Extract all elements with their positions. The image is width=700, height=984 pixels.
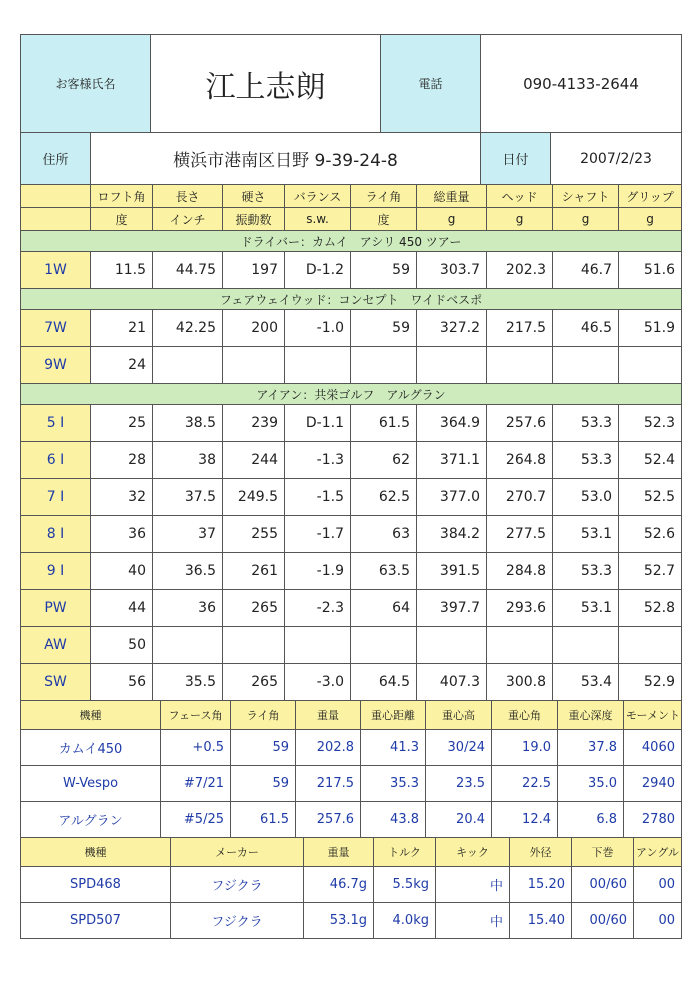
length-value: 35.5 <box>153 664 223 701</box>
shaft-col-weight: 重量 <box>304 838 374 867</box>
face-angle-value: +0.5 <box>161 730 231 766</box>
length-value: 37.5 <box>153 479 223 516</box>
shaft-header-row <box>21 838 682 867</box>
club-row <box>21 347 682 384</box>
unit-stiffness: 振動数 <box>223 208 285 231</box>
lie-value: 62.5 <box>351 479 417 516</box>
loft-value: 11.5 <box>91 252 153 289</box>
head-spec-table <box>20 700 682 838</box>
phone-label: 電話 <box>381 35 481 133</box>
head-col-cg-angle: 重心角 <box>492 701 558 730</box>
address-table <box>20 132 682 185</box>
face-angle-value: #5/25 <box>161 802 231 838</box>
balance-value: -1.0 <box>285 310 351 347</box>
col-stiffness: 硬さ <box>223 185 285 208</box>
club-row <box>21 442 682 479</box>
shaft-model: SPD507 <box>21 903 171 939</box>
head-col-cg-depth: 重心深度 <box>558 701 624 730</box>
head-row <box>21 802 682 838</box>
shaft-weight-value: 53.3 <box>553 405 619 442</box>
shaft-weight-value: 46.7 <box>553 252 619 289</box>
stiffness-value: 265 <box>223 590 285 627</box>
head-weight-value: 270.7 <box>487 479 553 516</box>
loft-value: 36 <box>91 516 153 553</box>
col-head: ヘッド <box>487 185 553 208</box>
length-value: 37 <box>153 516 223 553</box>
total-weight-value: 397.7 <box>417 590 487 627</box>
loft-value: 21 <box>91 310 153 347</box>
cg-height-value: 23.5 <box>426 766 492 802</box>
moment-value: 4060 <box>624 730 682 766</box>
shaft-model: SPD468 <box>21 867 171 903</box>
loft-value: 50 <box>91 627 153 664</box>
lie-value: 59 <box>231 730 296 766</box>
section-iron: アイアン：共栄ゴルフ アルグラン <box>21 384 682 405</box>
cg-distance-value: 43.8 <box>361 802 426 838</box>
club-row <box>21 516 682 553</box>
shaft-weight-value: 53.3 <box>553 553 619 590</box>
weight-value: 217.5 <box>296 766 361 802</box>
head-weight-value: 264.8 <box>487 442 553 479</box>
stiffness-value: 255 <box>223 516 285 553</box>
grip-weight-value: 51.9 <box>619 310 682 347</box>
shaft-row <box>21 867 682 903</box>
length-value: 38 <box>153 442 223 479</box>
customer-name: 江上志朗 <box>151 35 381 133</box>
stiffness-value: 244 <box>223 442 285 479</box>
club-row <box>21 553 682 590</box>
head-weight-value <box>487 347 553 384</box>
stiffness-value: 261 <box>223 553 285 590</box>
loft-value: 56 <box>91 664 153 701</box>
club-row <box>21 405 682 442</box>
col-total-weight: 総重量 <box>417 185 487 208</box>
stiffness-value <box>223 627 285 664</box>
club-name: 5 I <box>21 405 91 442</box>
length-value: 42.25 <box>153 310 223 347</box>
lie-value: 61.5 <box>351 405 417 442</box>
grip-weight-value: 52.5 <box>619 479 682 516</box>
total-weight-value: 303.7 <box>417 252 487 289</box>
grip-weight-value: 52.8 <box>619 590 682 627</box>
phone-number: 090-4133-2644 <box>481 35 682 133</box>
face-angle-value: #7/21 <box>161 766 231 802</box>
balance-value <box>285 627 351 664</box>
club-name: 9 I <box>21 553 91 590</box>
club-row <box>21 252 682 289</box>
balance-value: D-1.2 <box>285 252 351 289</box>
shaft-weight-value: 53.1 <box>553 516 619 553</box>
total-weight-value: 391.5 <box>417 553 487 590</box>
length-value <box>153 347 223 384</box>
cg-angle-value: 22.5 <box>492 766 558 802</box>
cg-angle-value: 12.4 <box>492 802 558 838</box>
total-weight-value: 407.3 <box>417 664 487 701</box>
shaft-weight-value <box>553 347 619 384</box>
cg-height-value: 30/24 <box>426 730 492 766</box>
shaft-col-winding: 下巻 <box>572 838 634 867</box>
head-col-cg-distance: 重心距離 <box>361 701 426 730</box>
length-value: 36.5 <box>153 553 223 590</box>
head-weight-value <box>487 627 553 664</box>
head-col-face-angle: フェース角 <box>161 701 231 730</box>
club-name: 7 I <box>21 479 91 516</box>
stiffness-value: 265 <box>223 664 285 701</box>
total-weight-value: 327.2 <box>417 310 487 347</box>
balance-value: -3.0 <box>285 664 351 701</box>
cg-depth-value: 35.0 <box>558 766 624 802</box>
winding-value: 00/60 <box>572 867 634 903</box>
head-col-model: 機種 <box>21 701 161 730</box>
shaft-weight-value: 53.0 <box>553 479 619 516</box>
head-weight-value: 293.6 <box>487 590 553 627</box>
grip-weight-value: 52.3 <box>619 405 682 442</box>
winding-value: 00/60 <box>572 903 634 939</box>
head-weight-value: 277.5 <box>487 516 553 553</box>
club-name: 8 I <box>21 516 91 553</box>
total-weight-value: 384.2 <box>417 516 487 553</box>
length-value: 38.5 <box>153 405 223 442</box>
shaft-weight-value: 53.1 <box>553 590 619 627</box>
balance-value: -2.3 <box>285 590 351 627</box>
unit-length: インチ <box>153 208 223 231</box>
cg-depth-value: 6.8 <box>558 802 624 838</box>
club-spec-table <box>20 184 682 701</box>
lie-value: 62 <box>351 442 417 479</box>
shaft-weight-value: 53.4 <box>553 664 619 701</box>
shaft-spec-table <box>20 837 682 939</box>
loft-value: 40 <box>91 553 153 590</box>
date: 2007/2/23 <box>551 133 682 185</box>
shaft-col-kick: キック <box>436 838 510 867</box>
kick-value: 中 <box>436 867 510 903</box>
lie-value: 59 <box>351 252 417 289</box>
unit-lie: 度 <box>351 208 417 231</box>
shaft-weight-value: 46.5 <box>553 310 619 347</box>
loft-value: 25 <box>91 405 153 442</box>
date-label: 日付 <box>481 133 551 185</box>
col-loft: ロフト角 <box>91 185 153 208</box>
grip-weight-value <box>619 347 682 384</box>
unit-shaft: g <box>553 208 619 231</box>
total-weight-value: 377.0 <box>417 479 487 516</box>
club-row <box>21 627 682 664</box>
shaft-row <box>21 903 682 939</box>
length-value: 44.75 <box>153 252 223 289</box>
grip-weight-value: 51.6 <box>619 252 682 289</box>
grip-weight-value <box>619 627 682 664</box>
grip-weight-value: 52.6 <box>619 516 682 553</box>
grip-weight-value: 52.4 <box>619 442 682 479</box>
head-col-lie: ライ角 <box>231 701 296 730</box>
total-weight-value: 364.9 <box>417 405 487 442</box>
club-name: SW <box>21 664 91 701</box>
club-name: 7W <box>21 310 91 347</box>
balance-value: -1.5 <box>285 479 351 516</box>
torque-value: 4.0kg <box>374 903 436 939</box>
balance-value: -1.9 <box>285 553 351 590</box>
club-row <box>21 310 682 347</box>
balance-value: -1.3 <box>285 442 351 479</box>
lie-value: 63.5 <box>351 553 417 590</box>
unit-loft: 度 <box>91 208 153 231</box>
stiffness-value: 197 <box>223 252 285 289</box>
loft-value: 28 <box>91 442 153 479</box>
total-weight-value <box>417 347 487 384</box>
balance-value <box>285 347 351 384</box>
shaft-weight-value <box>553 627 619 664</box>
column-unit-row <box>21 208 682 231</box>
club-name: AW <box>21 627 91 664</box>
weight-value: 202.8 <box>296 730 361 766</box>
col-grip: グリップ <box>619 185 682 208</box>
shaft-weight-value: 46.7g <box>304 867 374 903</box>
lie-value: 59 <box>351 310 417 347</box>
lie-value: 59 <box>231 766 296 802</box>
head-weight-value: 202.3 <box>487 252 553 289</box>
head-col-moment: モーメント <box>624 701 682 730</box>
stiffness-value: 200 <box>223 310 285 347</box>
club-name: PW <box>21 590 91 627</box>
lie-value: 63 <box>351 516 417 553</box>
loft-value: 32 <box>91 479 153 516</box>
diameter-value: 15.20 <box>510 867 572 903</box>
club-name: 6 I <box>21 442 91 479</box>
shaft-col-diameter: 外径 <box>510 838 572 867</box>
cg-distance-value: 41.3 <box>361 730 426 766</box>
angle-value: 00 <box>634 867 682 903</box>
lie-value <box>351 627 417 664</box>
cg-angle-value: 19.0 <box>492 730 558 766</box>
col-lie: ライ角 <box>351 185 417 208</box>
head-weight-value: 284.8 <box>487 553 553 590</box>
stiffness-value <box>223 347 285 384</box>
club-name: 1W <box>21 252 91 289</box>
club-row <box>21 664 682 701</box>
head-weight-value: 257.6 <box>487 405 553 442</box>
lie-value: 61.5 <box>231 802 296 838</box>
lie-value: 64 <box>351 590 417 627</box>
col-balance: バランス <box>285 185 351 208</box>
head-row <box>21 766 682 802</box>
col-shaft: シャフト <box>553 185 619 208</box>
length-value: 36 <box>153 590 223 627</box>
shaft-col-model: 機種 <box>21 838 171 867</box>
kick-value: 中 <box>436 903 510 939</box>
stiffness-value: 249.5 <box>223 479 285 516</box>
head-weight-value: 300.8 <box>487 664 553 701</box>
club-row <box>21 590 682 627</box>
angle-value: 00 <box>634 903 682 939</box>
total-weight-value <box>417 627 487 664</box>
section-fairway: フェアウェイウッド：コンセプト ワイドベスポ <box>21 289 682 310</box>
head-model: カムイ450 <box>21 730 161 766</box>
shaft-weight-value: 53.3 <box>553 442 619 479</box>
cg-height-value: 20.4 <box>426 802 492 838</box>
head-col-weight: 重量 <box>296 701 361 730</box>
unit-head: g <box>487 208 553 231</box>
stiffness-value: 239 <box>223 405 285 442</box>
moment-value: 2940 <box>624 766 682 802</box>
address: 横浜市港南区日野 9-39-24-8 <box>91 133 481 185</box>
cg-depth-value: 37.8 <box>558 730 624 766</box>
loft-value: 44 <box>91 590 153 627</box>
unit-balance: s.w. <box>285 208 351 231</box>
club-name: 9W <box>21 347 91 384</box>
fitting-sheet <box>20 34 681 939</box>
grip-weight-value: 52.9 <box>619 664 682 701</box>
head-col-cg-height: 重心高 <box>426 701 492 730</box>
shaft-maker: フジクラ <box>171 867 304 903</box>
customer-name-label: お客様氏名 <box>21 35 151 133</box>
shaft-col-torque: トルク <box>374 838 436 867</box>
diameter-value: 15.40 <box>510 903 572 939</box>
weight-value: 257.6 <box>296 802 361 838</box>
shaft-col-angle: アングル <box>634 838 682 867</box>
shaft-weight-value: 53.1g <box>304 903 374 939</box>
col-length: 長さ <box>153 185 223 208</box>
total-weight-value: 371.1 <box>417 442 487 479</box>
cg-distance-value: 35.3 <box>361 766 426 802</box>
head-header-row <box>21 701 682 730</box>
unit-grip: g <box>619 208 682 231</box>
grip-weight-value: 52.7 <box>619 553 682 590</box>
head-model: アルグラン <box>21 802 161 838</box>
head-model: W-Vespo <box>21 766 161 802</box>
column-label-row <box>21 185 682 208</box>
lie-value <box>351 347 417 384</box>
head-weight-value: 217.5 <box>487 310 553 347</box>
loft-value: 24 <box>91 347 153 384</box>
torque-value: 5.5kg <box>374 867 436 903</box>
balance-value: -1.7 <box>285 516 351 553</box>
lie-value: 64.5 <box>351 664 417 701</box>
shaft-col-maker: メーカー <box>171 838 304 867</box>
length-value <box>153 627 223 664</box>
address-label: 住所 <box>21 133 91 185</box>
shaft-maker: フジクラ <box>171 903 304 939</box>
customer-info-table <box>20 34 682 133</box>
club-row <box>21 479 682 516</box>
head-row <box>21 730 682 766</box>
moment-value: 2780 <box>624 802 682 838</box>
unit-total-weight: g <box>417 208 487 231</box>
section-driver: ドライバー：カムイ アシリ 450 ツアー <box>21 231 682 252</box>
balance-value: D-1.1 <box>285 405 351 442</box>
